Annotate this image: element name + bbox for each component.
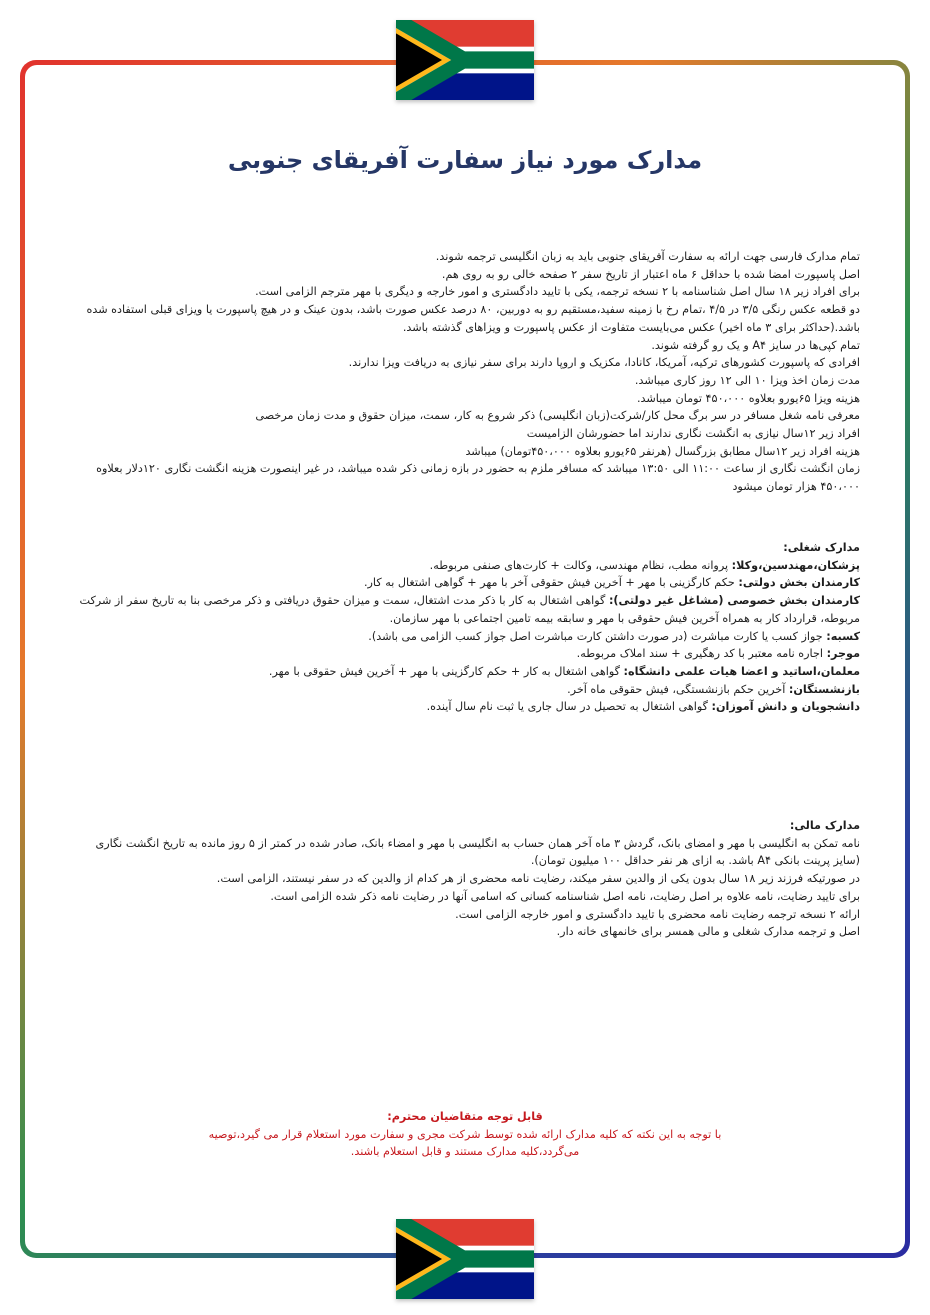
job-item xyxy=(70,628,860,646)
intro-line: مدت زمان اخذ ویزا ۱۰ الی ۱۲ روز کاری میباشد. xyxy=(634,373,860,387)
financial-item: برای تایید رضایت، نامه علاوه بر اصل رضایت، نامه اصل شناسنامه کسانی که اسامی آنها در رضایت نامه ذکر شده الزامی است. xyxy=(270,889,860,903)
financial-item: اصل و ترجمه مدارک شغلی و مالی همسر برای خانمهای خانه دار. xyxy=(556,925,860,939)
intro-line: دو قطعه عکس رنگی ۳/۵ در ۴/۵ ،تمام رخ با زمینه سفید،مستقیم رو به دوربین، ۸۰ درصد عکس صورت باشد، بدون عینک و در هیچ پاسپورت یا ویزای قبلی استفاده شده باشد.(حداکثر برای ۳ ماه اخیر) عکس می‌بایست متفاوت از عکس پاسپورت و ویزاهای گذشته باشد. xyxy=(86,303,860,334)
notice-box xyxy=(70,1108,860,1161)
south-africa-flag-icon xyxy=(396,1219,534,1299)
job-item-text: گواهی اشتغال به کار با ذکر مدت اشتغال، سمت و میزان حقوق دریافتی و ذکر مرخصی بنا به تاریخ سفر از شرکت مربوطه، قرارداد کار به همراه آخرین فیش حقوقی با مهر و سابقه بیمه تامین اجتماعی با مهر سازمان. xyxy=(79,594,860,625)
job-item-text: جواز کسب یا کارت مباشرت (در صورت داشتن کارت مباشرت اصل جواز کسب الزامی می باشد). xyxy=(368,629,827,643)
job-item-text: گواهی اشتغال به تحصیل در سال جاری یا ثبت نام سال آینده. xyxy=(426,700,712,714)
job-item-label: کسبه: xyxy=(826,629,860,643)
intro-section xyxy=(70,248,860,496)
financial-item: در صورتیکه فرزند زیر ۱۸ سال بدون یکی از والدین سفر میکند، رضایت نامه محضری از هر کدام از والدین که در سفر نیستند، الزامی است. xyxy=(216,872,860,886)
job-item xyxy=(70,557,860,575)
intro-line: برای افراد زیر ۱۸ سال اصل شناسنامه با ۲ نسخه ترجمه، یکی با تایید دادگستری و امور خارجه و دیگری با مهر مترجم الزامی است. xyxy=(255,285,860,299)
financial-section-heading: مدارک مالی: xyxy=(789,819,860,832)
intro-line: اصل پاسپورت امضا شده با حداقل ۶ ماه اعتبار از تاریخ سفر ۲ صفحه خالی رو به روی هم. xyxy=(441,267,860,281)
job-item-text: حکم کارگزینی با مهر + آخرین فیش حقوقی آخر با مهر + گواهی اشتغال به کار. xyxy=(363,576,739,590)
intro-line: هزینه ویزا ۶۵یورو بعلاوه ۴۵۰،۰۰۰ تومان میباشد. xyxy=(636,391,860,405)
job-item-label: دانشجویان و دانش آموزان: xyxy=(711,700,860,714)
job-section-heading: مدارک شغلی: xyxy=(783,541,860,554)
job-item xyxy=(70,681,860,699)
job-item xyxy=(70,645,860,663)
south-africa-flag-icon xyxy=(396,20,534,100)
job-item-text: اجاره نامه معتبر با کد رهگیری + سند املاک مربوطه. xyxy=(576,647,827,661)
job-item xyxy=(70,698,860,716)
job-documents-section xyxy=(70,539,860,716)
intro-line: زمان انگشت نگاری از ساعت ۱۱:۰۰ الی ۱۳:۵۰ میباشد که مسافر ملزم به حضور در بازه زمانی ذکر شده میباشد، در غیر اینصورت هزینه انگشت نگاری ۱۲۰دلار بعلاوه ۴۵۰،۰۰۰ هزار تومان میشود xyxy=(96,462,860,494)
notice-title: قابل توجه متقاضیان محترم: xyxy=(387,1110,543,1123)
job-item-text: آخرین حکم بازنشستگی، فیش حقوقی ماه آخر. xyxy=(567,682,789,696)
financial-item: نامه تمکن به انگلیسی با مهر و امضای بانک، گردش ۳ ماه آخر همان حساب به انگلیسی با مهر و امضاء بانک، صادر شده در کمتر از ۵ روز مانده به تاریخ انگشت نگاری (سایز پرینت بانکی A۴ باشد. به ازای هر نفر حداقل ۱۰۰ میلیون تومان). xyxy=(95,836,860,868)
financial-item: ارائه ۲ نسخه ترجمه رضایت نامه محضری با تایید دادگستری و امور خارجه الزامی است. xyxy=(455,907,860,921)
job-item-label: کارمندان بخش دولتی: xyxy=(738,576,860,590)
notice-text: با توجه به این نکته که کلیه مدارک ارائه شده توسط شرکت مجری و سفارت مورد استعلام قرار می گیرد،توصیه می‌گردد،کلیه مدارک مستند و قابل استعلام باشند. xyxy=(208,1127,722,1158)
job-item-text: گواهی اشتغال به کار + حکم کارگزینی با مهر + آخرین فیش حقوقی با مهر. xyxy=(268,664,624,678)
intro-line: هزینه افراد زیر ۱۲سال مطابق بزرگسال (هرنفر ۶۵یورو بعلاوه ۴۵۰،۰۰۰تومان) میباشد xyxy=(465,444,860,458)
page-title: مدارک مورد نیاز سفارت آفریقای جنوبی xyxy=(227,146,703,174)
job-item-label: معلمان،اساتید و اعضا هیات علمی دانشگاه: xyxy=(623,664,860,678)
job-item xyxy=(70,663,860,681)
job-item-label: پزشکان،مهندسین،وکلا: xyxy=(731,558,860,572)
job-item xyxy=(70,592,860,627)
intro-line: افراد زیر ۱۲سال نیازی به انگشت نگاری ندارند اما حضورشان الزامیست xyxy=(526,427,860,441)
intro-line: تمام مدارک فارسی جهت ارائه به سفارت آفریقای جنوبی باید به زبان انگلیسی ترجمه شوند. xyxy=(435,250,860,263)
job-item xyxy=(70,574,860,592)
job-item-label: موجر: xyxy=(826,647,860,661)
job-item-label: کارمندان بخش خصوصی (مشاغل غیر دولتی): xyxy=(608,594,860,608)
job-item-text: پروانه مطب، نظام مهندسی، وکالت + کارت‌های صنفی مربوطه. xyxy=(429,558,732,572)
intro-line: تمام کپی‌ها در سایز A۴ و یک رو گرفته شوند. xyxy=(651,338,860,352)
intro-line: معرفی نامه شغل مسافر در سر برگ محل کار/شرکت(زبان انگلیسی) ذکر شروع به کار، سمت، میزان حقوق و مدت زمان مرخصی xyxy=(255,409,860,423)
job-item-label: بازنشستگان: xyxy=(788,682,860,696)
financial-documents-section xyxy=(70,817,860,941)
intro-line: افرادی که پاسپورت کشورهای ترکیه، آمریکا، کانادا، مکزیک و اروپا دارند برای سفر نیازی به دریافت ویزا ندارند. xyxy=(348,356,860,370)
